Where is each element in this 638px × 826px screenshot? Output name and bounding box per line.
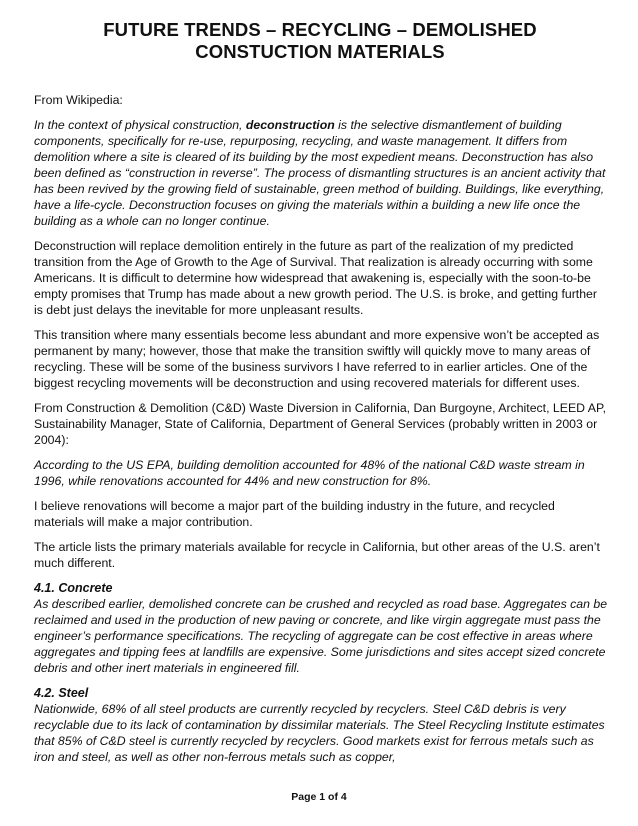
section-text-concrete: As described earlier, demolished concrete can be crushed and recycled as road base. Aggregates can be reclaimed and used in the production of new paving or concrete, and like virgin aggregate must pass the engineer’s performance specifications. The recycling of aggregate can be cost effective in areas where aggregates and tipping fees at landfills are expensive. Some jurisdictions and sites accept sized concrete debris and other inert materials in engineered fill. — [34, 597, 608, 675]
section-heading-concrete: 4.1. Concrete — [34, 581, 113, 595]
paragraph-transition: This transition where many essentials become less abundant and more expensive won’t be accepted as permanent by many; however, those that make the transition swiftly will quickly move to many areas of recycling. These will be some of the business survivors I have referred to in earlier articles. One of the biggest recycling movements will be deconstruction and using recovered materials for different uses. — [34, 328, 600, 390]
section-heading-steel: 4.2. Steel — [34, 686, 89, 700]
wikipedia-quote — [34, 117, 608, 229]
paragraph-materials-list: The article lists the primary materials available for recycle in California, but other areas of the U.S. aren’t much different. — [34, 540, 600, 570]
paragraph-deconstruction-future: Deconstruction will replace demolition entirely in the future as part of the realization of my predicted transition from the Age of Growth to the Age of Survival. That realization is already occurring with some Americans. It is difficult to determine how widespread that awakening is, especially with the soon-to-be empty promises that Trump has made about a new growth period. The U.S. is broke, and getting further is debt just delays the inevitable for more unpleasant results. — [34, 239, 597, 317]
title-line-2: CONSTUCTION MATERIALS — [195, 41, 445, 62]
paragraph-source-citation: From Construction & Demolition (C&D) Waste Diversion in California, Dan Burgoyne, Architect, LEED AP, Sustainability Manager, State of California, Department of General Services (probably written in 2003 or 2004): — [34, 401, 607, 447]
term-deconstruction: deconstruction — [245, 118, 335, 132]
page-number: Page 1 of 4 — [291, 791, 347, 803]
epa-quote: According to the US EPA, building demolition accounted for 48% of the national C&D waste stream in 1996, while renovations accounted for 44% and new construction for 8%. — [34, 458, 585, 488]
paragraph-renovations: I believe renovations will become a major part of the building industry in the future, and recycled materials will make a major contribution. — [34, 499, 555, 529]
quote-text-end: is the selective dismantlement of building components, specifically for re-use, repurposing, recycling, and waste management. It differs from demolition where a site is cleared of its building by the most expedient means. Deconstruction has also been defined as “construction in reverse”. The process of dismantling structures is an ancient activity that has been revived by the growing field of sustainable, green method of building. Buildings, like everything, have a life-cycle. Deconstruction focuses on giving the materials within a building a new life once the building as a whole can no longer continue. — [34, 118, 606, 228]
section-concrete — [34, 580, 608, 676]
section-steel — [34, 685, 608, 765]
title-line-1: FUTURE TRENDS – RECYCLING – DEMOLISHED — [103, 19, 537, 40]
section-text-steel: Nationwide, 68% of all steel products are currently recycled by recyclers. Steel C&D debris is very recyclable due to its lack of contamination by dissimilar materials. The Steel Recycling Institute estimates that 85% of C&D steel is currently recycled by recyclers. Good markets exist for ferrous metals such as iron and steel, as well as other non-ferrous metals such as copper, — [34, 702, 605, 764]
document-body — [34, 92, 608, 774]
document-title — [40, 19, 600, 63]
source-intro: From Wikipedia: — [34, 93, 123, 107]
quote-text-start: In the context of physical construction, — [34, 118, 246, 132]
